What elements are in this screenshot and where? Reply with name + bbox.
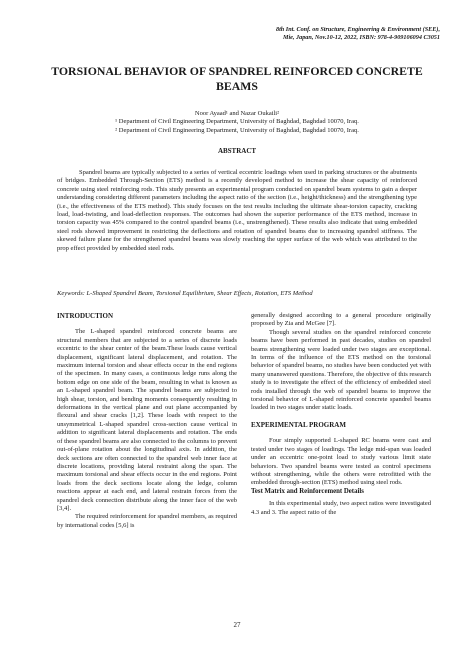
- affiliation-1: ¹ Department of Civil Engineering Department, University of Baghdad, Baghdad 10070, Iraq.: [115, 118, 359, 126]
- left-column: [57, 312, 237, 530]
- intro-paragraph-1: The L-shaped spandrel reinforced concrete beams are structural members that are subjected to a series of discrete loads eccentric to the shear center of the beam.These loads cause vertical displacement, significant lateral displacement, and rotation. The maximum internal torsion and shear effects occur in the end regions of the specimen. In many cases, a continuous ledge runs along the bottom edge on one side of the beam, resulting in what is known as an L-shaped spandrel beam. The spandrel beams are subjected to high shear, torsion, and bending moments consequently resulting in deformations in the vertical plane and out plane accompanied by flexural and shear cracks [1,2]. These loads with respect to the unsymmetrical L-shaped spandrel cross-section cause vertical in addition to significant lateral displacements and rotation. The ends of these spandrel beams are also connected to the columns to prevent out-of-plane rotation about the longitudinal axis. In addition, the deck sections are often connected to the spandrel web inner face at discrete locations, providing lateral restraint along the span. The maximum torsional and shear effects occur in the end regions. Point loads from the deck sections locate along the ledge, column reactions appear at each end, and lateral restrain forces from the spandrel deck connection distribute along the inner face of the web [3,4].: [57, 328, 237, 512]
- conference-line-1: 8th Int. Conf. on Structure, Engineering & Environment (SEE),: [275, 26, 440, 33]
- affiliation-2: ² Department of Civil Engineering Department, University of Baghdad, Baghdad 10070, Iraq.: [115, 126, 359, 134]
- test-matrix-paragraph: In this experimental study, two aspect ratios were investigated 4.3 and 3. The aspect ratio of the: [251, 500, 431, 516]
- page-number: 27: [233, 621, 241, 629]
- experimental-program-heading: EXPERIMENTAL PROGRAM: [251, 420, 346, 429]
- title-line-1: TORSIONAL BEHAVIOR OF SPANDREL REINFORCED CONCRETE: [51, 64, 423, 78]
- author-block: [40, 110, 434, 135]
- test-matrix-subheading: Test Matrix and Reinforcement Details: [251, 487, 364, 495]
- right-paragraph-2: Though several studies on the spandrel reinforced concrete beams have been performed in past decades, studies on spandrel beams strengthening were loaded under two stages are exceptional. In terms of the influence of the ETS method on the torsional behavior of spandrel beams, no studies have been conducted yet with many unanswered questions. Therefore, the objective of this research study is to investigate the effect of the efficiency of embedded steel rods installed through the web of spandrel beams to improve the torsional behavior of L-shaped reinforced concrete spandrel beams loaded in two stages under static loads.: [251, 328, 432, 412]
- experimental-paragraph: Four simply supported L-shaped RC beams were cast and tested under two stages of loadings. The ledge mid-span was loaded under an eccentric one-point load to study various limit state behaviors. Two spandrel beams were tested as control specimens without strengthening, while the others were retrofitted with the embedded through-section (ETS) method using steel rods.: [251, 437, 431, 487]
- paper-title: [40, 64, 434, 94]
- abstract-heading: ABSTRACT: [217, 147, 257, 155]
- conference-line-2: Mie, Japan, Nov.10-12, 2022, ISBN: 978-4-909106094 C3051: [282, 34, 440, 42]
- right-column: [251, 312, 431, 517]
- introduction-heading: INTRODUCTION: [57, 312, 114, 320]
- abstract-text: Spandrel beams are typically subjected to a series of vertical eccentric loadings when used in parking structures or the abutments of bridges. Embedded Through-Section (ETS) method is a recently developed method to increase the shear capacity of reinforced concrete using steel reinforcing rods. This study presents an experimental program conducted on spandrel beam systems to gain a deeper understanding considering different parameters including the aspect ratio of the section (i.e., height/thickness) and the strengthening type (i.e., the effectiveness of the ETS method). This study focuses on the test results including the ultimate shear-torsion capacity, cracking load, load-twisting, and load-deflection responses. The outcomes had shown the superior performance of the ETS method, increase in torsion capacity was 45% compared to the control spandrel beams (i.e., unstrengthened). These results also indicate that using embedded steel rods showed improvement in restricting the deflections and rotation of spandrel beams due to increasing spandrel stiffness. The skewed failure plane for the strengthened spandrel beams was slowly reaching the upper surface of the web which was attributed to the prop effect provided by embedded steel rods.: [57, 169, 417, 252]
- keywords: Keywords: L-Shaped Spandrel Beam, Torsional Equilibrium, Shear Effects, Rotation, ETS Method: [57, 290, 313, 297]
- title-line-2: BEAMS: [216, 79, 258, 93]
- conference-header: [140, 26, 440, 42]
- author-names: Noor Ayaad¹ and Nazar Oukaili²: [194, 110, 280, 117]
- intro-paragraph-2: The required reinforcement for spandrel members, as required by international codes [5,6] is: [57, 513, 237, 529]
- right-paragraph-1: generally designed according to a general procedure originally proposed by Zia and McGee [7].: [251, 312, 431, 328]
